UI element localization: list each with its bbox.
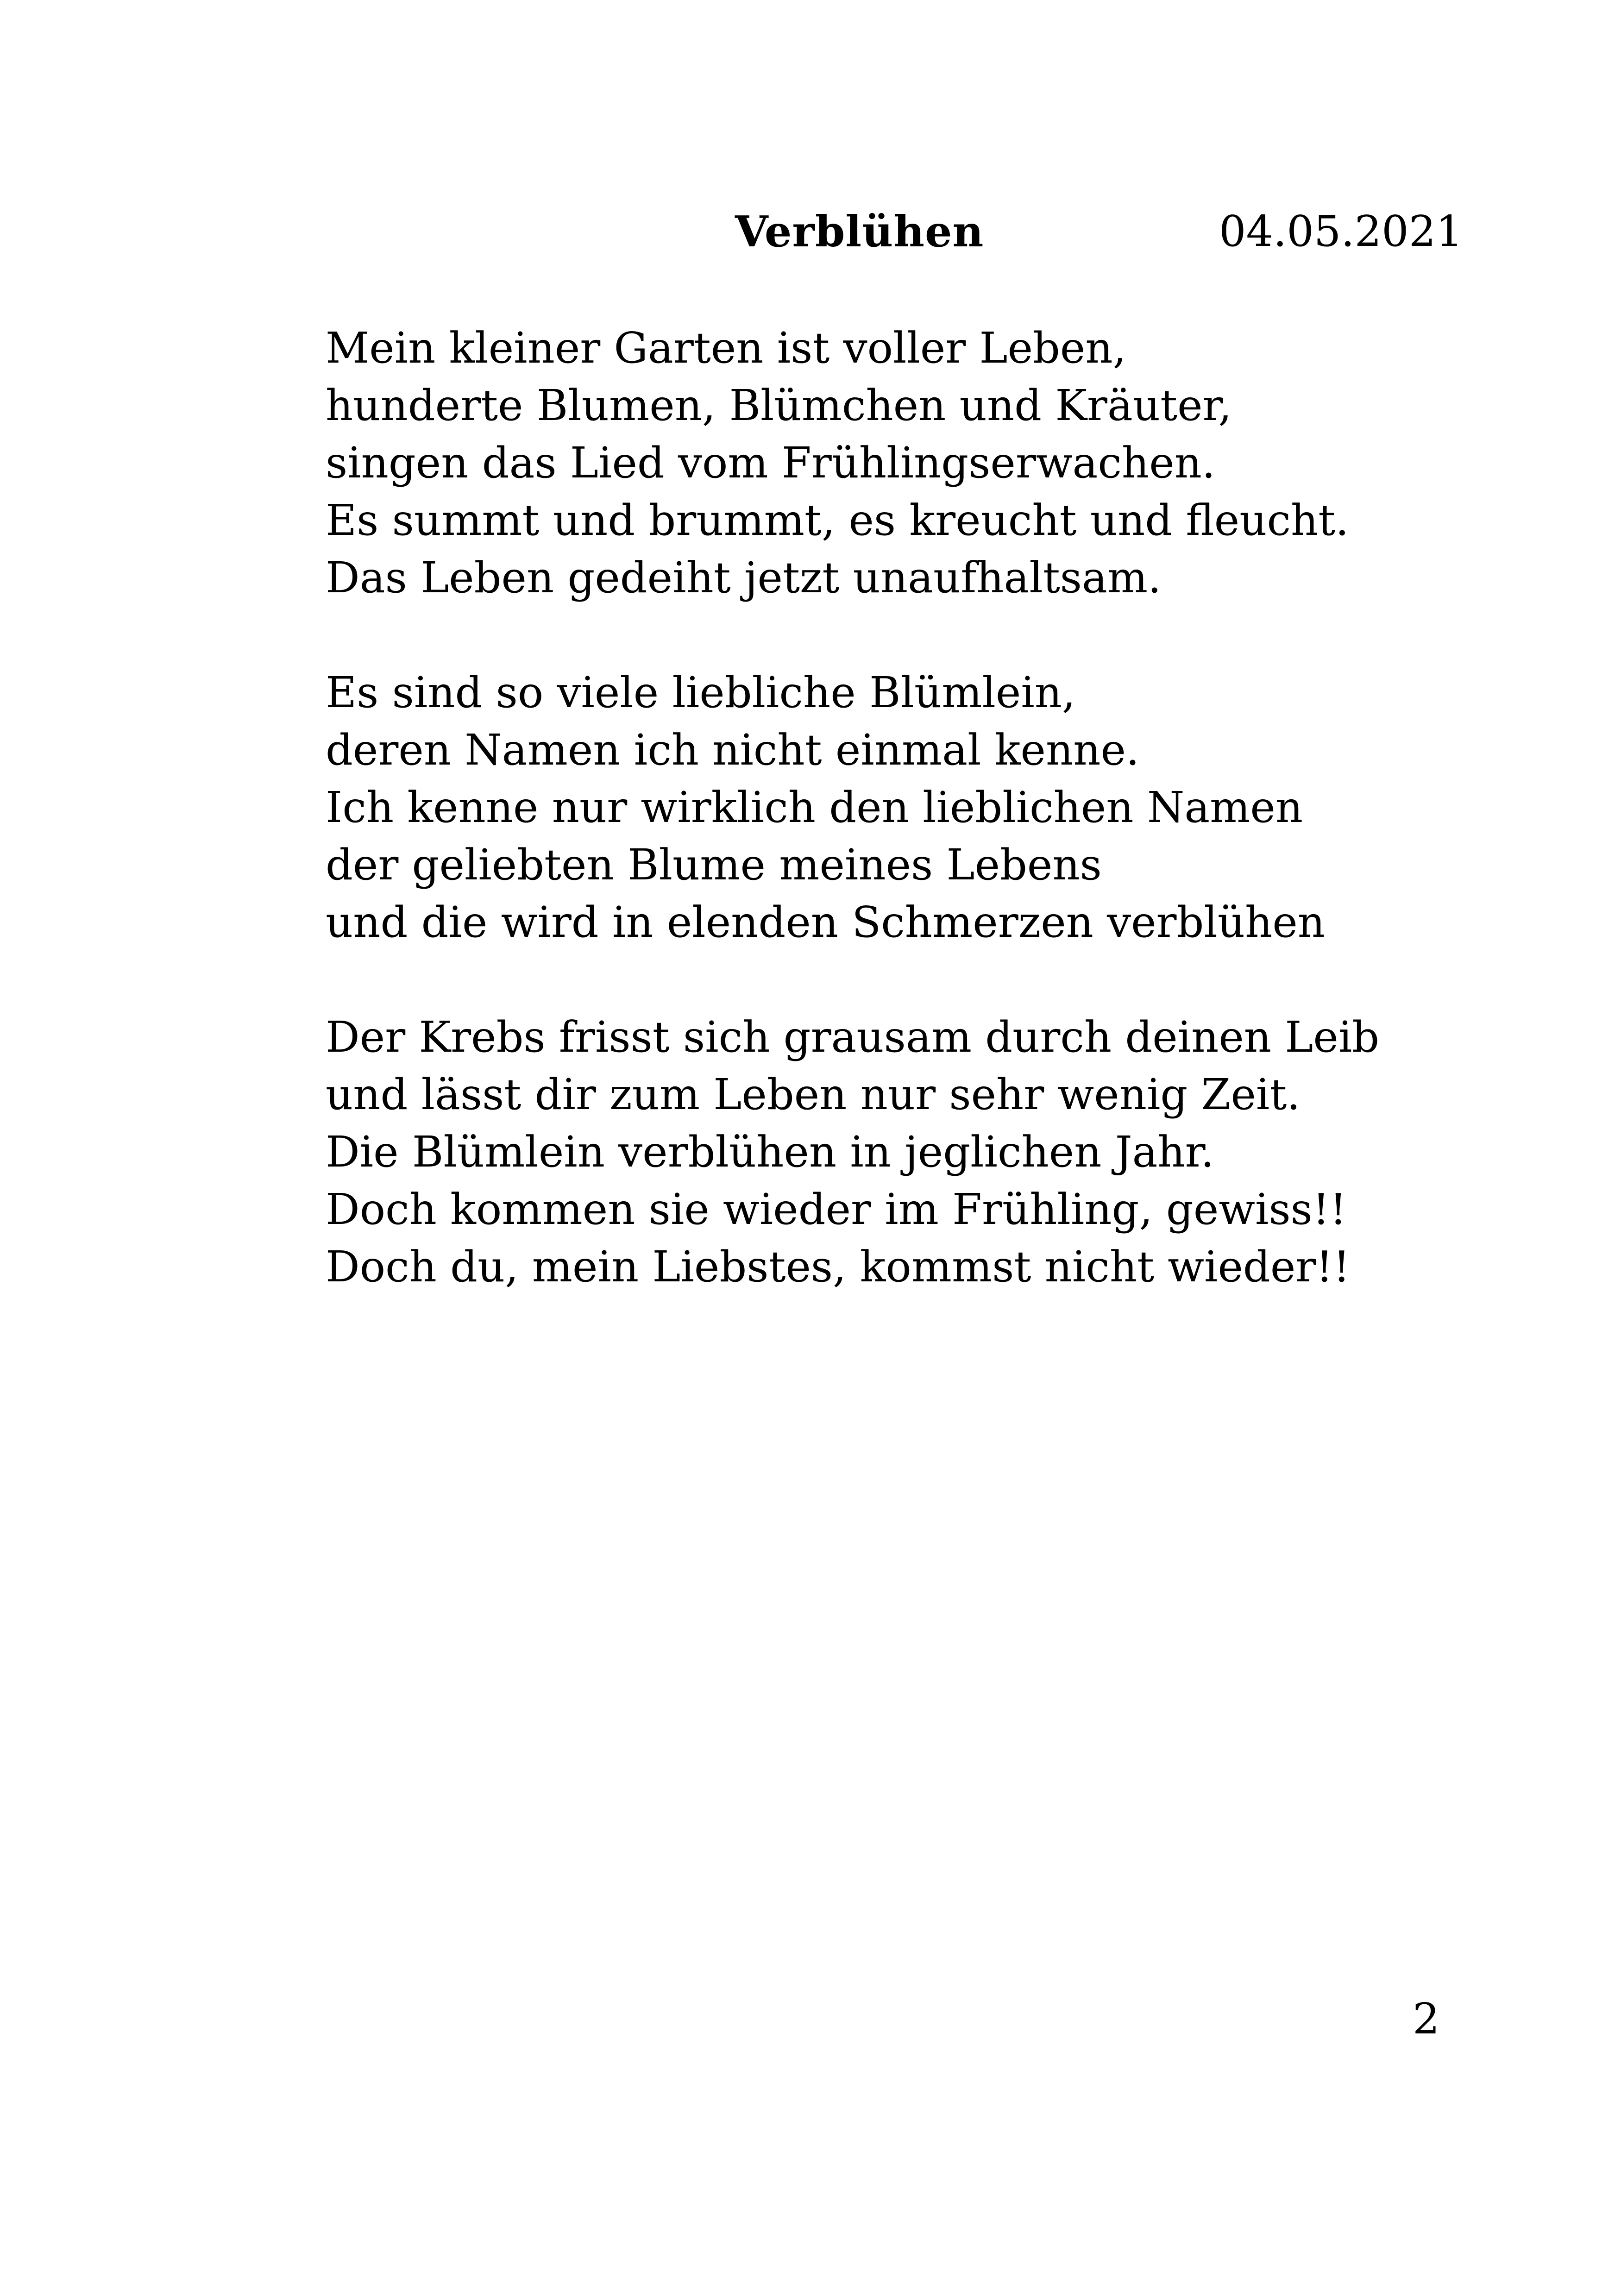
poem-line: Die Blümlein verblühen in jeglichen Jahr. [326,1127,1214,1177]
poem-line: und lässt dir zum Leben nur sehr wenig Zeit. [326,1070,1301,1119]
page-number: 2 [1413,1994,1440,2044]
poem-line: Das Leben gedeiht jetzt unaufhaltsam. [326,553,1162,602]
poem-line: Der Krebs frisst sich grausam durch deinen Leib [326,1012,1380,1062]
poem-line: Es summt und brummt, es kreucht und fleucht. [326,496,1349,545]
poem-line: Es sind so viele liebliche Blümlein, [326,668,1076,717]
poem-line: Doch du, mein Liebstes, kommst nicht wieder!! [326,1242,1351,1292]
poem-line: Doch kommen sie wieder im Frühling, gewiss!! [326,1185,1347,1234]
stanza-1 [326,320,1437,607]
poem-line: hunderte Blumen, Blümchen und Kräuter, [326,381,1232,430]
poem-line: singen das Lied vom Frühlingserwachen. [326,438,1216,488]
poem-line: der geliebten Blume meines Lebens [326,840,1102,890]
stanza-3 [326,1009,1437,1296]
poem-line: Ich kenne nur wirklich den lieblichen Namen [326,783,1303,832]
poem-date: 04.05.2021 [1219,207,1463,256]
poem-line: deren Namen ich nicht einmal kenne. [326,725,1140,775]
poem-line: und die wird in elenden Schmerzen verblühen [326,897,1326,947]
poem-body [326,320,1437,1296]
poem-line: Mein kleiner Garten ist voller Leben, [326,323,1126,373]
poem-title: Verblühen [735,207,984,257]
stanza-2 [326,664,1437,951]
